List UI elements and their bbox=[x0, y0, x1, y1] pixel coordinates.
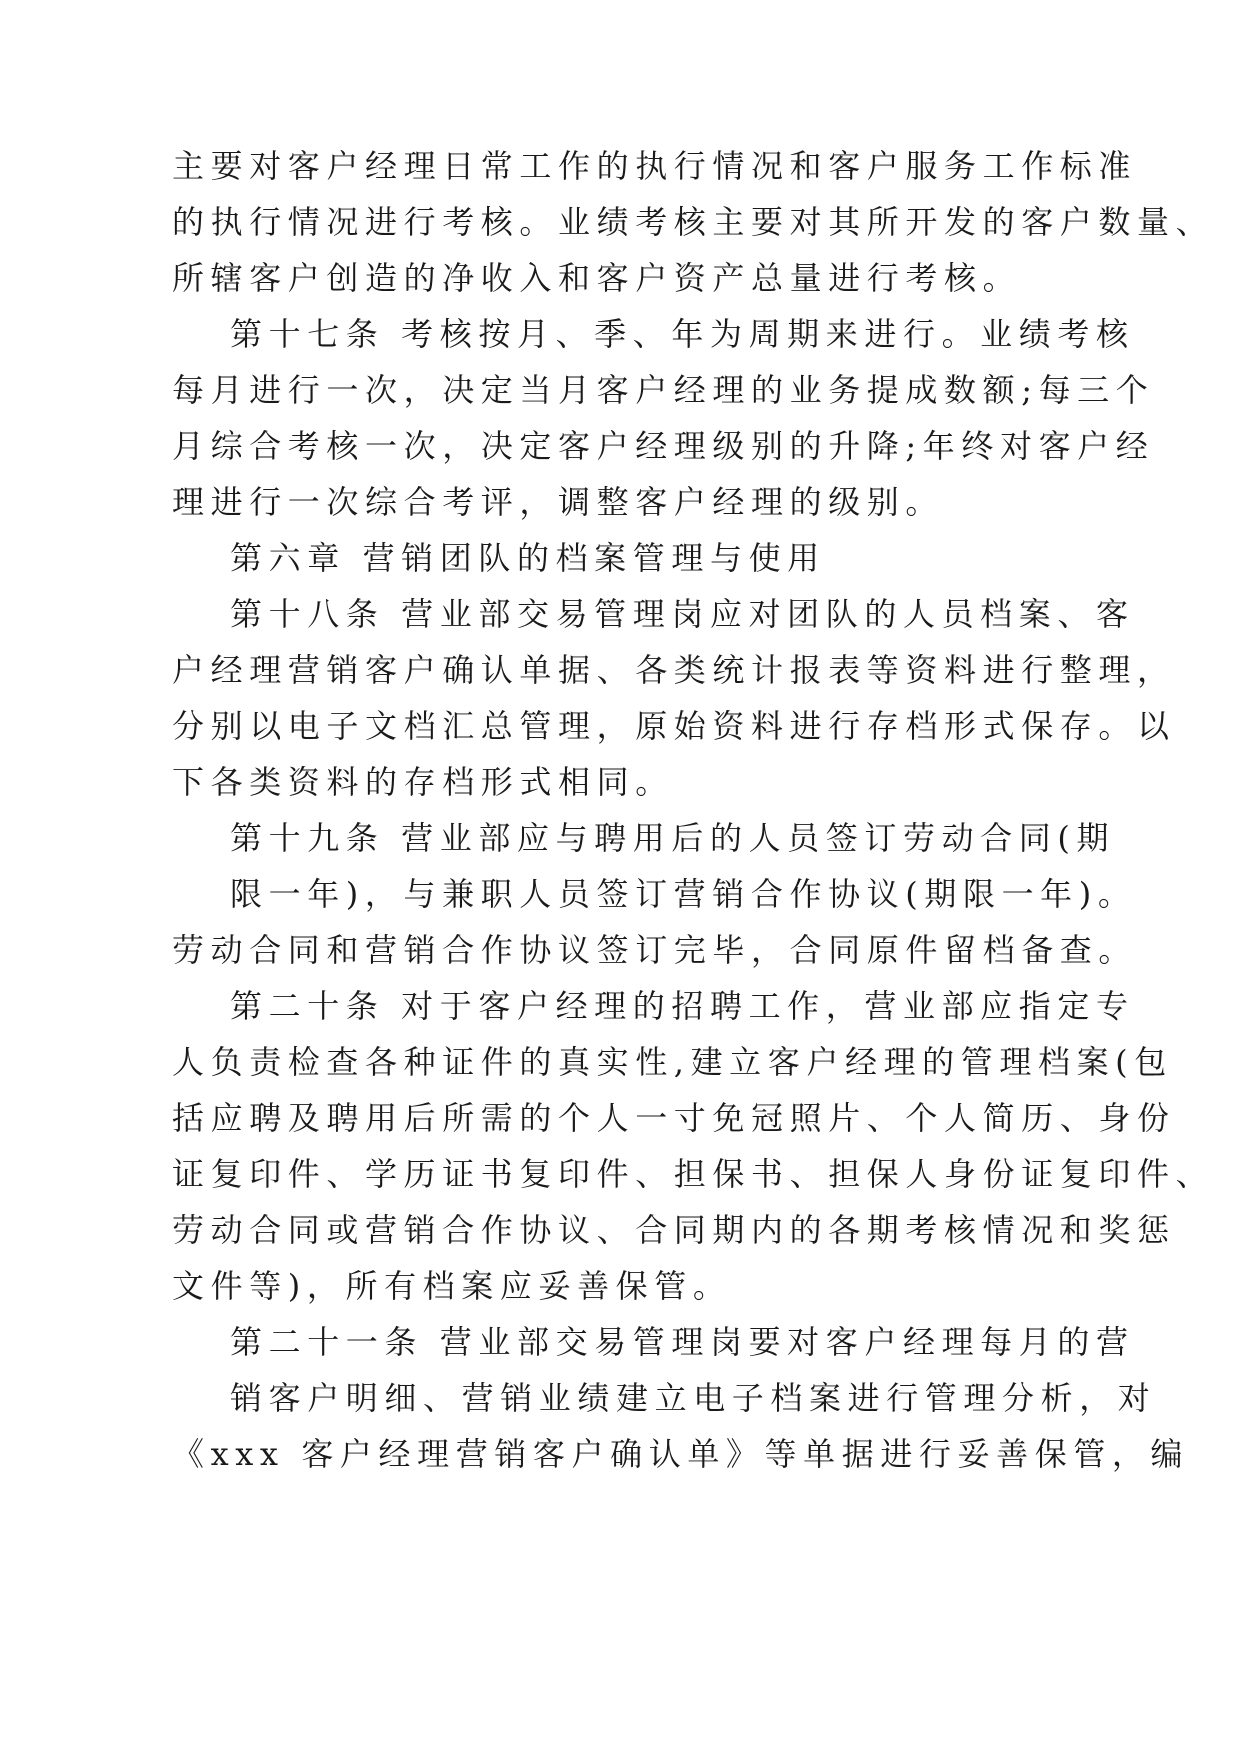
text-line: 下各类资料的存档形式相同。 bbox=[172, 763, 674, 801]
text-line: 《xxx 客户经理营销客户确认单》等单据进行妥善保管，编 bbox=[172, 1435, 1190, 1473]
section-heading: 第六章 营销团队的档案管理与使用 bbox=[230, 539, 826, 577]
text-line: 的执行情况进行考核。业绩考核主要对其所开发的客户数量、 bbox=[172, 203, 1215, 241]
text-line: 人负责检查各种证件的真实性,建立客户经理的管理档案(包 bbox=[172, 1043, 1173, 1081]
text-line: 限一年)，与兼职人员签订营销合作协议(期限一年)。 bbox=[230, 875, 1137, 913]
text-line: 每月进行一次，决定当月客户经理的业务提成数额;每三个 bbox=[172, 371, 1155, 409]
text-line: 销客户明细、营销业绩建立电子档案进行管理分析，对 bbox=[230, 1379, 1157, 1417]
text-line: 第十七条 考核按月、季、年为周期来进行。业绩考核 bbox=[230, 315, 1135, 353]
text-line: 第十八条 营业部交易管理岗应对团队的人员档案、客 bbox=[230, 595, 1135, 633]
text-line: 文件等)，所有档案应妥善保管。 bbox=[172, 1267, 732, 1305]
text-line: 第二十条 对于客户经理的招聘工作，营业部应指定专 bbox=[230, 987, 1135, 1025]
text-line: 证复印件、学历证书复印件、担保书、担保人身份证复印件、 bbox=[172, 1155, 1215, 1193]
text-line: 月综合考核一次，决定客户经理级别的升降;年终对客户经 bbox=[172, 427, 1155, 465]
text-line: 第十九条 营业部应与聘用后的人员签订劳动合同(期 bbox=[230, 819, 1116, 857]
text-line: 劳动合同和营销合作协议签订完毕，合同原件留档备查。 bbox=[172, 931, 1138, 969]
text-line: 第二十一条 营业部交易管理岗要对客户经理每月的营 bbox=[230, 1323, 1135, 1361]
text-line: 户经理营销客户确认单据、各类统计报表等资料进行整理， bbox=[172, 651, 1176, 689]
text-line: 分别以电子文档汇总管理，原始资料进行存档形式保存。以 bbox=[172, 707, 1176, 745]
text-line: 所辖客户创造的净收入和客户资产总量进行考核。 bbox=[172, 259, 1022, 297]
text-line: 劳动合同或营销合作协议、合同期内的各期考核情况和奖惩 bbox=[172, 1211, 1176, 1249]
text-line: 理进行一次综合考评，调整客户经理的级别。 bbox=[172, 483, 945, 521]
text-line: 主要对客户经理日常工作的执行情况和客户服务工作标准 bbox=[172, 147, 1138, 185]
text-line: 括应聘及聘用后所需的个人一寸免冠照片、个人简历、身份 bbox=[172, 1099, 1176, 1137]
